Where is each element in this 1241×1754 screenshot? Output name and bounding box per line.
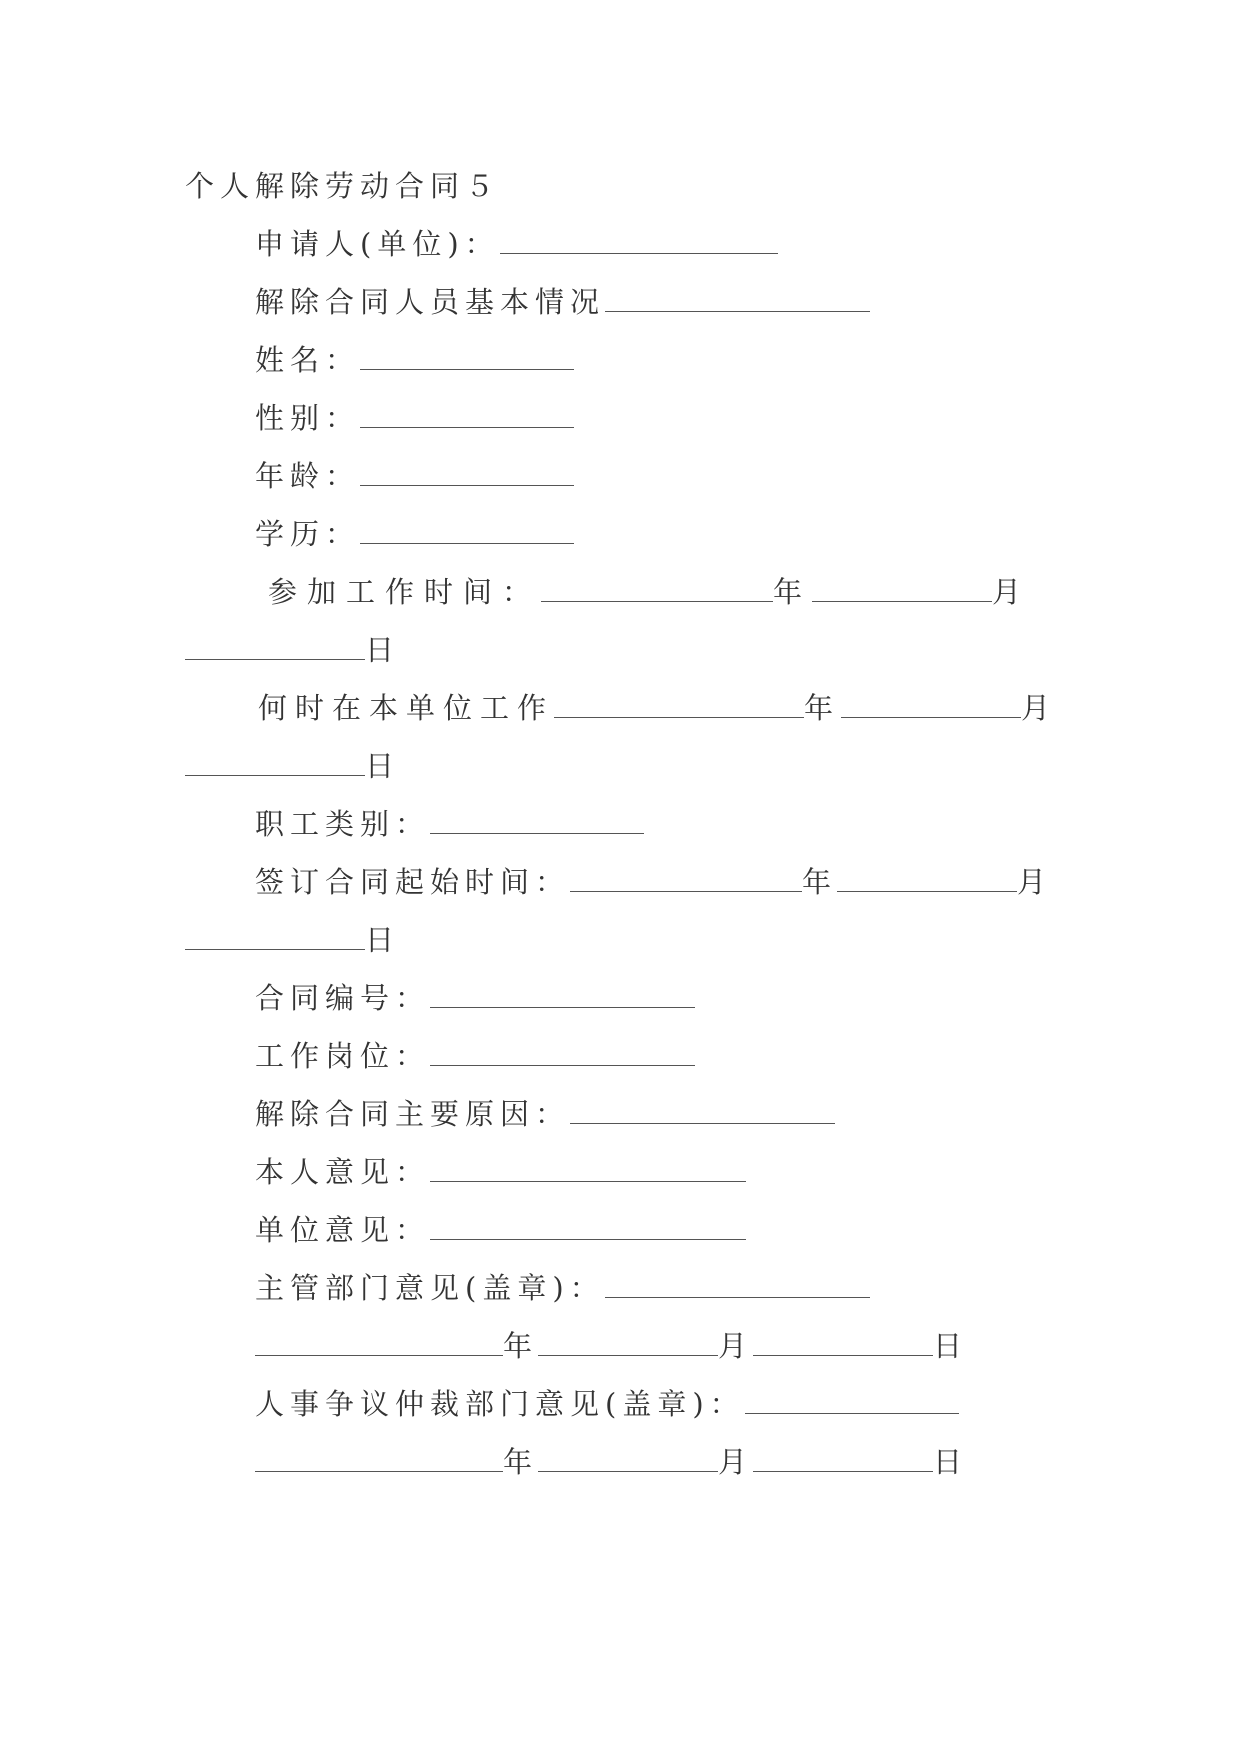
dept-opinion-year-line[interactable]: [255, 1329, 503, 1356]
basic-info-row: [255, 282, 870, 322]
applicant-input-line[interactable]: [500, 227, 778, 254]
month-label: 月: [1017, 865, 1053, 899]
title-text: 个人解除劳动合同５: [185, 169, 501, 203]
name-row: [255, 340, 574, 380]
position-row: [255, 1036, 695, 1076]
year-label: 年: [773, 575, 813, 609]
year-label: 年: [503, 1445, 539, 1479]
document-title: [185, 166, 500, 206]
contract-start-day-line[interactable]: [185, 923, 365, 950]
day-label: 日: [365, 923, 401, 957]
arbitration-opinion-day-line[interactable]: [753, 1445, 933, 1472]
reason-label: 解除合同主要原因：: [255, 1097, 571, 1131]
applicant-label: 申请人(单位)：: [255, 227, 500, 261]
staff-type-row: [255, 804, 644, 844]
unit-opinion-row: [255, 1210, 746, 1250]
work-start-month-line[interactable]: [812, 575, 992, 602]
month-label: 月: [718, 1445, 754, 1479]
join-unit-day-row: [185, 746, 400, 786]
gender-label: 性别：: [255, 401, 361, 435]
education-input-line[interactable]: [360, 517, 574, 544]
name-input-line[interactable]: [360, 343, 574, 370]
unit-opinion-input-line[interactable]: [430, 1213, 746, 1240]
arbitration-opinion-year-line[interactable]: [255, 1445, 503, 1472]
dept-opinion-day-line[interactable]: [753, 1329, 933, 1356]
arbitration-opinion-label: 人事争议仲裁部门意见(盖章)：: [255, 1387, 745, 1421]
dept-opinion-input-line[interactable]: [605, 1271, 870, 1298]
work-start-day-line[interactable]: [185, 633, 365, 660]
join-unit-month-line[interactable]: [841, 691, 1021, 718]
reason-row: [255, 1094, 835, 1134]
contract-start-day-row: [185, 920, 400, 960]
basic-info-input-line[interactable]: [605, 285, 870, 312]
gender-input-line[interactable]: [360, 401, 574, 428]
name-label: 姓名：: [255, 343, 361, 377]
education-row: [255, 514, 574, 554]
arbitration-opinion-row: [255, 1384, 959, 1424]
age-label: 年龄：: [255, 459, 361, 493]
self-opinion-label: 本人意见：: [255, 1155, 431, 1189]
arbitration-opinion-month-line[interactable]: [538, 1445, 718, 1472]
work-start-year-line[interactable]: [541, 575, 773, 602]
contract-start-row: [255, 862, 1052, 902]
join-unit-year-line[interactable]: [554, 691, 804, 718]
month-label: 月: [1021, 691, 1059, 725]
month-label: 月: [992, 575, 1032, 609]
month-label: 月: [718, 1329, 754, 1363]
unit-opinion-label: 单位意见：: [255, 1213, 431, 1247]
basic-info-label: 解除合同人员基本情况: [255, 285, 606, 319]
contract-start-label: 签订合同起始时间：: [255, 865, 571, 899]
year-label: 年: [802, 865, 838, 899]
dept-opinion-date-row: [255, 1326, 968, 1366]
join-unit-row: [258, 688, 1058, 728]
work-start-label: 参加工作时间：: [268, 575, 542, 609]
dept-opinion-row: [255, 1268, 870, 1308]
contract-no-label: 合同编号：: [255, 981, 431, 1015]
arbitration-opinion-date-row: [255, 1442, 968, 1482]
join-unit-day-line[interactable]: [185, 749, 365, 776]
age-input-line[interactable]: [360, 459, 574, 486]
applicant-row: [255, 224, 778, 264]
year-label: 年: [804, 691, 842, 725]
dept-opinion-label: 主管部门意见(盖章)：: [255, 1271, 605, 1305]
contract-no-input-line[interactable]: [430, 981, 695, 1008]
position-label: 工作岗位：: [255, 1039, 431, 1073]
reason-input-line[interactable]: [570, 1097, 835, 1124]
contract-start-month-line[interactable]: [837, 865, 1017, 892]
self-opinion-input-line[interactable]: [430, 1155, 746, 1182]
contract-no-row: [255, 978, 695, 1018]
day-label: 日: [365, 633, 401, 667]
year-label: 年: [503, 1329, 539, 1363]
contract-start-year-line[interactable]: [570, 865, 802, 892]
day-label: 日: [933, 1329, 969, 1363]
position-input-line[interactable]: [430, 1039, 695, 1066]
gender-row: [255, 398, 574, 438]
age-row: [255, 456, 574, 496]
arbitration-opinion-input-line[interactable]: [745, 1387, 959, 1414]
work-start-day-row: [185, 630, 400, 670]
education-label: 学历：: [255, 517, 361, 551]
dept-opinion-month-line[interactable]: [538, 1329, 718, 1356]
day-label: 日: [365, 749, 401, 783]
self-opinion-row: [255, 1152, 746, 1192]
staff-type-input-line[interactable]: [430, 807, 644, 834]
work-start-row: [268, 572, 1031, 612]
day-label: 日: [933, 1445, 969, 1479]
join-unit-label: 何时在本单位工作: [258, 691, 555, 725]
staff-type-label: 职工类别：: [255, 807, 431, 841]
